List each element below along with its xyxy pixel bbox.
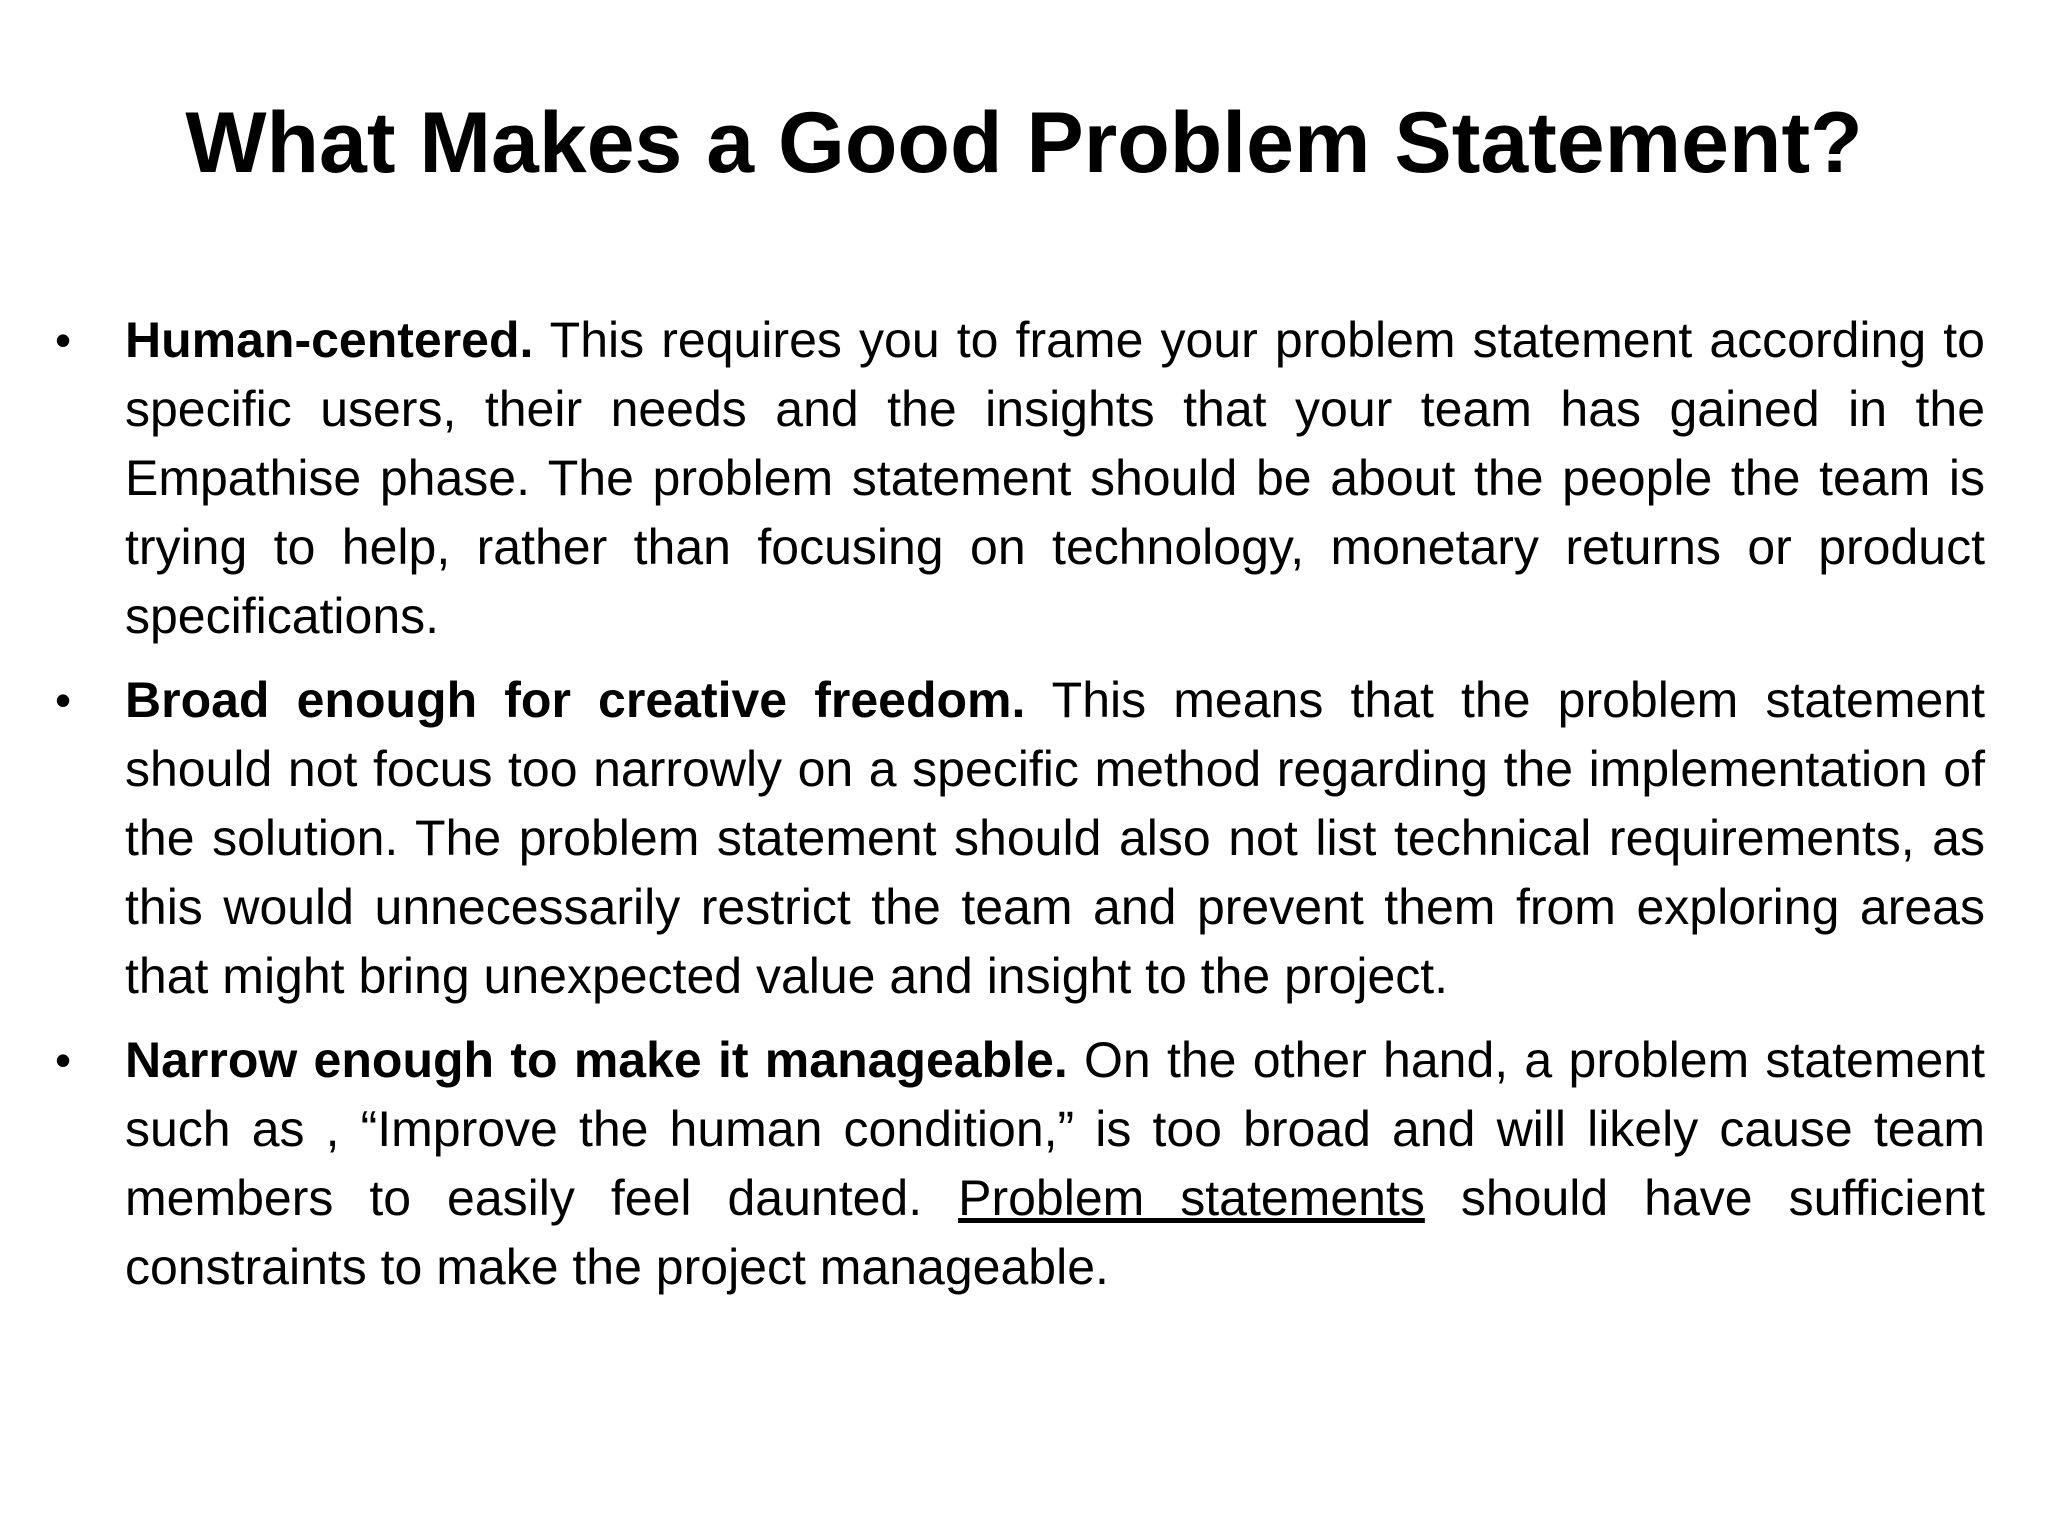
slide-title: What Makes a Good Problem Statement?	[185, 95, 1863, 191]
bullet-dot-icon: •	[55, 674, 72, 726]
bullet-lead: Broad enough for creative freedom.	[125, 672, 1026, 728]
bullet-narrow-enough	[55, 1026, 1985, 1302]
bullet-dot-icon: •	[55, 1034, 72, 1086]
problem-statements-link[interactable]: Problem statements	[958, 1170, 1425, 1226]
bullet-text: This requires you to frame your problem statement according to specific users, their needs and the insights that your team has gained in the Empathise phase. The problem statement should be about the people the team is trying to help, rather than focusing on technology, monetary returns or product specifications.	[125, 312, 1985, 644]
bullet-text: On the other hand, a problem statement such as , “Improve the human condition,” is too broad and will likely cause team members to easily feel daunted.	[125, 1032, 1985, 1226]
bullet-dot-icon: •	[55, 314, 72, 366]
bullet-text: This means that the problem statement should not focus too narrowly on a specific method regarding the implementation of the solution. The problem statement should also not list technical requirements, as this would unnecessarily restrict the team and prevent them from exploring areas that might bring unexpected value and insight to the project.	[125, 672, 1986, 1004]
bullet-human-centered	[55, 306, 1985, 651]
bullet-text: should have sufficient constraints to make the project manageable.	[125, 1170, 1985, 1295]
bullet-lead: Narrow enough to make it manageable.	[125, 1032, 1068, 1088]
bullet-broad-enough	[55, 666, 1986, 1011]
bullet-list	[55, 306, 1986, 1317]
bullet-lead: Human-centered.	[125, 312, 534, 368]
